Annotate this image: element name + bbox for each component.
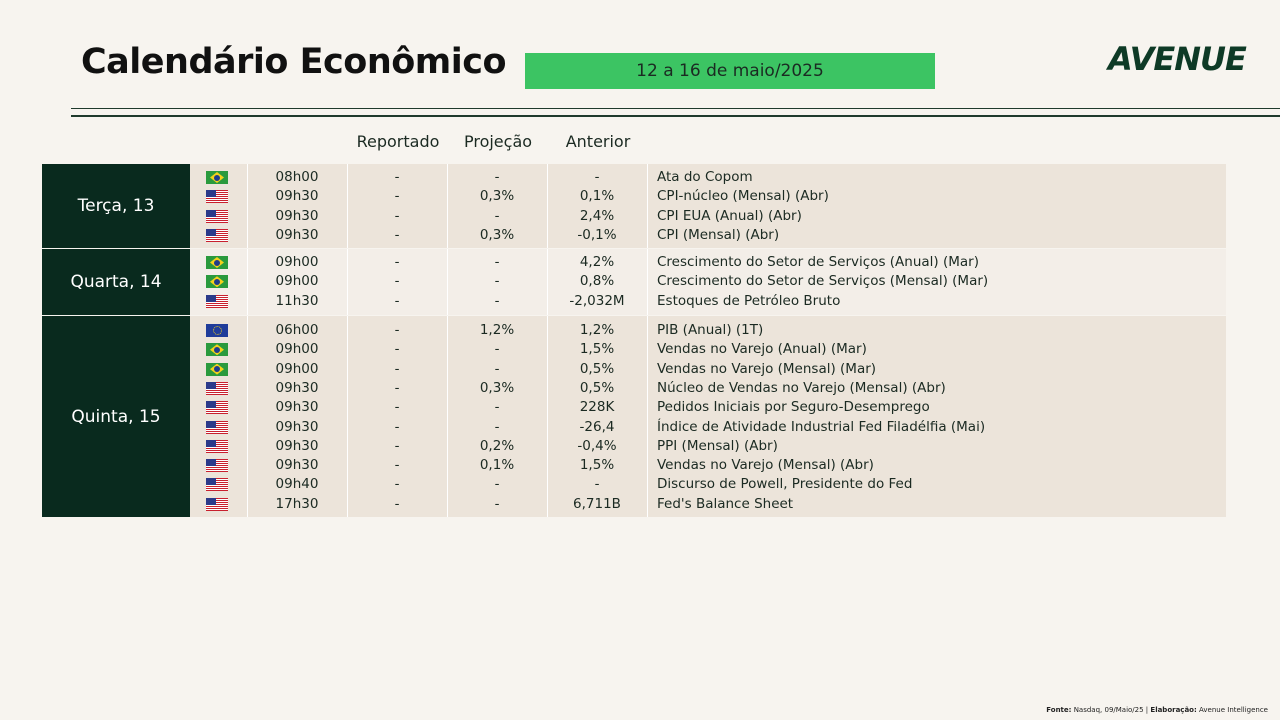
- table-row: [190, 272, 1226, 291]
- projection-value: -: [494, 418, 500, 435]
- table-row: [190, 226, 1226, 245]
- reported-value: -: [394, 273, 400, 290]
- projection-value: 1,2%: [479, 322, 515, 338]
- us-flag-icon: [206, 459, 228, 472]
- event-time: 09h00: [275, 254, 319, 270]
- event-name: Núcleo de Vendas no Varejo (Mensal) (Abr): [657, 379, 946, 396]
- event-name: Índice de Atividade Industrial Fed Filadélfia (Mai): [657, 418, 986, 435]
- previous-value: -2,032M: [569, 292, 625, 309]
- event-name: Fed's Balance Sheet: [657, 495, 794, 512]
- table-row: [190, 437, 1226, 456]
- table-row: [190, 379, 1226, 398]
- previous-value: 1,5%: [579, 457, 615, 474]
- event-time: 09h00: [275, 273, 319, 290]
- day-label: Quinta, 15: [42, 316, 190, 517]
- previous-value: 0,5%: [579, 379, 615, 396]
- event-time: 06h00: [275, 322, 319, 338]
- br-flag-icon: [206, 256, 228, 269]
- event-time: 09h00: [275, 341, 319, 358]
- previous-value: 1,5%: [579, 341, 615, 358]
- event-name: Ata do Copom: [657, 169, 753, 185]
- projection-value: -: [494, 476, 500, 493]
- previous-value: 0,1%: [579, 188, 615, 205]
- event-name: CPI (Mensal) (Abr): [657, 226, 780, 243]
- event-time: 09h30: [275, 207, 319, 224]
- table-row: [190, 418, 1226, 437]
- projection-value: -: [494, 273, 500, 290]
- event-name: Crescimento do Setor de Serviços (Mensal) (Mar): [657, 273, 989, 290]
- us-flag-icon: [206, 295, 228, 308]
- us-flag-icon: [206, 401, 228, 414]
- day-rows: [190, 316, 1226, 517]
- projection-value: -: [494, 495, 500, 512]
- reported-value: -: [394, 476, 400, 493]
- event-name: PIB (Anual) (1T): [657, 322, 764, 338]
- table-row: [190, 360, 1226, 379]
- event-time: 09h30: [275, 379, 319, 396]
- projection-value: 0,3%: [479, 188, 515, 205]
- event-name: Estoques de Petróleo Bruto: [657, 292, 841, 309]
- table-row: [190, 168, 1226, 187]
- projection-value: -: [494, 254, 500, 270]
- projection-value: -: [494, 292, 500, 309]
- reported-value: -: [394, 437, 400, 454]
- event-name: PPI (Mensal) (Abr): [657, 437, 778, 454]
- event-time: 09h30: [275, 457, 319, 474]
- previous-value: 6,711B: [573, 495, 621, 512]
- date-range-badge: 12 a 16 de maio/2025: [525, 53, 935, 89]
- projection-value: -: [494, 341, 500, 358]
- footer-source-value: Nasdaq, 09/Maio/25 |: [1073, 706, 1149, 714]
- projection-value: -: [494, 360, 500, 377]
- reported-value: -: [394, 207, 400, 224]
- page-title: Calendário Econômico: [81, 42, 507, 82]
- reported-value: -: [394, 169, 400, 185]
- event-time: 09h40: [275, 476, 319, 493]
- reported-value: -: [394, 226, 400, 243]
- projection-value: 0,3%: [479, 226, 515, 243]
- column-header-reported: Reportado: [356, 132, 440, 151]
- event-name: Vendas no Varejo (Anual) (Mar): [657, 341, 867, 358]
- event-name: Crescimento do Setor de Serviços (Anual) (Mar): [657, 254, 979, 270]
- table-row: [190, 187, 1226, 206]
- table-row: [190, 253, 1226, 272]
- day-group: [42, 164, 1226, 248]
- reported-value: -: [394, 292, 400, 309]
- table-row: [190, 475, 1226, 494]
- previous-value: -0,1%: [577, 226, 617, 243]
- table-row: [190, 292, 1226, 311]
- us-flag-icon: [206, 190, 228, 203]
- previous-value: 4,2%: [579, 254, 615, 270]
- event-name: CPI-núcleo (Mensal) (Abr): [657, 188, 829, 205]
- footer-source-label: Fonte:: [1046, 706, 1072, 714]
- event-name: CPI EUA (Anual) (Abr): [657, 207, 802, 224]
- br-flag-icon: [206, 343, 228, 356]
- projection-value: -: [494, 399, 500, 416]
- previous-value: 1,2%: [579, 322, 615, 338]
- event-time: 09h30: [275, 399, 319, 416]
- br-flag-icon: [206, 363, 228, 376]
- reported-value: -: [394, 457, 400, 474]
- eu-flag-icon: [206, 324, 228, 337]
- previous-value: -: [594, 169, 600, 185]
- event-time: 09h30: [275, 188, 319, 205]
- projection-value: -: [494, 207, 500, 224]
- event-time: 11h30: [275, 292, 319, 309]
- table-row: [190, 207, 1226, 226]
- reported-value: -: [394, 254, 400, 270]
- day-group: [42, 249, 1226, 315]
- projection-value: 0,2%: [479, 437, 515, 454]
- reported-value: -: [394, 360, 400, 377]
- table-row: [190, 340, 1226, 359]
- header-rule-top: [71, 108, 1280, 109]
- table-row: [190, 321, 1226, 340]
- footer-source: [1046, 706, 1268, 714]
- footer-author-value: Avenue Intelligence: [1199, 706, 1268, 714]
- event-name: Vendas no Varejo (Mensal) (Abr): [657, 457, 874, 474]
- reported-value: -: [394, 379, 400, 396]
- event-time: 17h30: [275, 495, 319, 512]
- day-label: Quarta, 14: [42, 249, 190, 315]
- day-rows: [190, 164, 1226, 248]
- event-name: Pedidos Iniciais por Seguro-Desemprego: [657, 399, 930, 416]
- projection-value: -: [494, 169, 500, 185]
- reported-value: -: [394, 495, 400, 512]
- previous-value: 0,8%: [579, 273, 615, 290]
- reported-value: -: [394, 322, 400, 338]
- projection-value: 0,1%: [479, 457, 515, 474]
- previous-value: 2,4%: [579, 207, 615, 224]
- previous-value: -: [594, 476, 600, 493]
- reported-value: -: [394, 399, 400, 416]
- event-name: Vendas no Varejo (Mensal) (Mar): [657, 360, 877, 377]
- us-flag-icon: [206, 498, 228, 511]
- us-flag-icon: [206, 421, 228, 434]
- avenue-logo: AVENUE: [1108, 40, 1246, 78]
- previous-value: 0,5%: [579, 360, 615, 377]
- event-time: 09h30: [275, 437, 319, 454]
- reported-value: -: [394, 188, 400, 205]
- us-flag-icon: [206, 229, 228, 242]
- table-row: [190, 398, 1226, 417]
- table-row: [190, 456, 1226, 475]
- projection-value: 0,3%: [479, 379, 515, 396]
- event-name: Discurso de Powell, Presidente do Fed: [657, 476, 913, 493]
- event-time: 08h00: [275, 169, 319, 185]
- br-flag-icon: [206, 275, 228, 288]
- event-time: 09h00: [275, 360, 319, 377]
- reported-value: -: [394, 341, 400, 358]
- previous-value: -0,4%: [577, 437, 617, 454]
- us-flag-icon: [206, 478, 228, 491]
- us-flag-icon: [206, 440, 228, 453]
- day-label: Terça, 13: [42, 164, 190, 248]
- day-rows: [190, 249, 1226, 315]
- footer-author-label: Elaboração:: [1150, 706, 1197, 714]
- column-header-projection: Projeção: [463, 132, 533, 151]
- day-group: [42, 316, 1226, 517]
- us-flag-icon: [206, 382, 228, 395]
- us-flag-icon: [206, 210, 228, 223]
- event-time: 09h30: [275, 226, 319, 243]
- event-time: 09h30: [275, 418, 319, 435]
- table-row: [190, 495, 1226, 514]
- br-flag-icon: [206, 171, 228, 184]
- header-rule-bottom: [71, 115, 1280, 117]
- previous-value: -26,4: [579, 418, 615, 435]
- reported-value: -: [394, 418, 400, 435]
- previous-value: 228K: [579, 399, 615, 416]
- column-header-previous: Anterior: [565, 132, 631, 151]
